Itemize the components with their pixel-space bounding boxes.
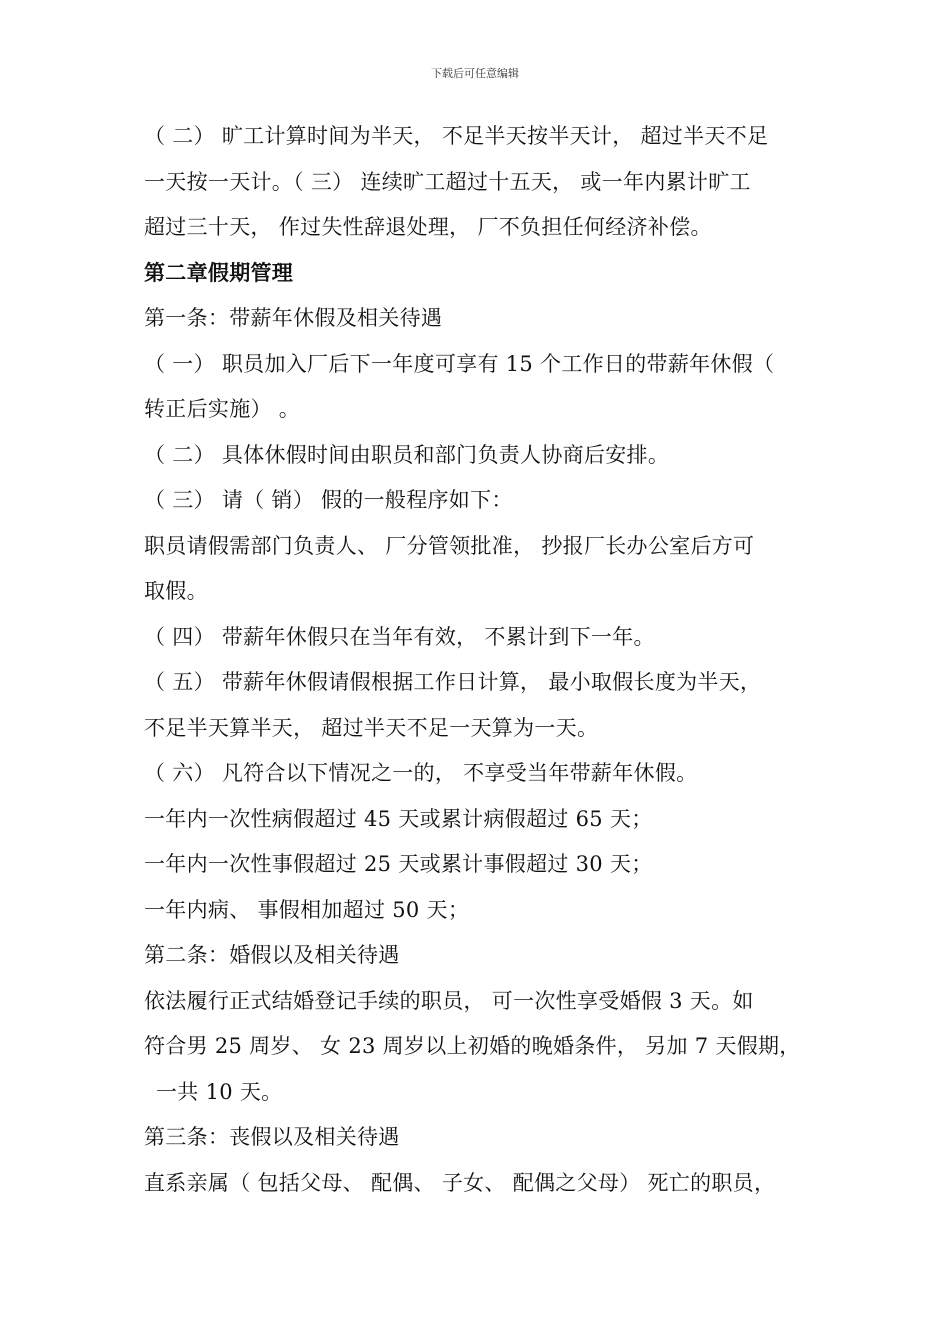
- article-title: 第一条：带薪年休假及相关待遇: [144, 306, 443, 330]
- text-line: 不足半天算半天， 超过半天不足一天算为一天。: [144, 715, 599, 740]
- text-line: （ 三） 请（ 销） 假的一般程序如下：: [144, 488, 513, 512]
- article-title: 第二条：婚假以及相关待遇: [144, 943, 400, 967]
- text-line: （ 一） 职员加入厂后下一年度可享有 15 个工作日的带薪年休假（: [144, 351, 775, 376]
- text-line: 直系亲属（ 包括父母、 配偶、 子女、 配偶之父母） 死亡的职员，: [144, 1170, 776, 1195]
- text-line: 一年内病、 事假相加超过 50 天；: [144, 897, 470, 922]
- text-line: 转正后实施） 。: [144, 397, 301, 421]
- article-title: 第三条：丧假以及相关待遇: [144, 1125, 400, 1149]
- document-body: [144, 114, 824, 1206]
- text-line: 符合男 25 周岁、 女 23 周岁以上初婚的晚婚条件， 另加 7 天假期，: [144, 1034, 801, 1058]
- page-header: 下载后可任意编辑: [431, 67, 519, 80]
- text-line: 超过三十天， 作过失性辞退处理， 厂不负担任何经济补偿。: [144, 215, 712, 239]
- text-line: 一年内一次性病假超过 45 天或累计病假超过 65 天；: [144, 806, 653, 831]
- text-line: （ 二） 旷工计算时间为半天， 不足半天按半天计， 超过半天不足: [144, 124, 769, 148]
- text-line: （ 二） 具体休假时间由职员和部门负责人协商后安排。: [144, 442, 670, 467]
- text-line: 取假。: [144, 579, 208, 603]
- text-line: （ 五） 带薪年休假请假根据工作日计算， 最小取假长度为半天，: [144, 670, 762, 694]
- text-line: 一年内一次性事假超过 25 天或累计事假超过 30 天；: [144, 852, 653, 876]
- text-line: 职员请假需部门负责人、 厂分管领批准， 抄报厂长办公室后方可: [144, 533, 755, 558]
- text-line: 一共 10 天。: [156, 1079, 283, 1104]
- text-line: 依法履行正式结婚登记手续的职员， 可一次性享受婚假 3 天。如: [144, 988, 754, 1013]
- text-line: （ 四） 带薪年休假只在当年有效， 不累计到下一年。: [144, 624, 655, 649]
- chapter-heading: 第二章假期管理: [144, 260, 294, 285]
- text-line: 一天按一天计。（ 三） 连续旷工超过十五天， 或一年内累计旷工: [144, 169, 751, 194]
- text-line: （ 六） 凡符合以下情况之一的， 不享受当年带薪年休假。: [144, 761, 698, 785]
